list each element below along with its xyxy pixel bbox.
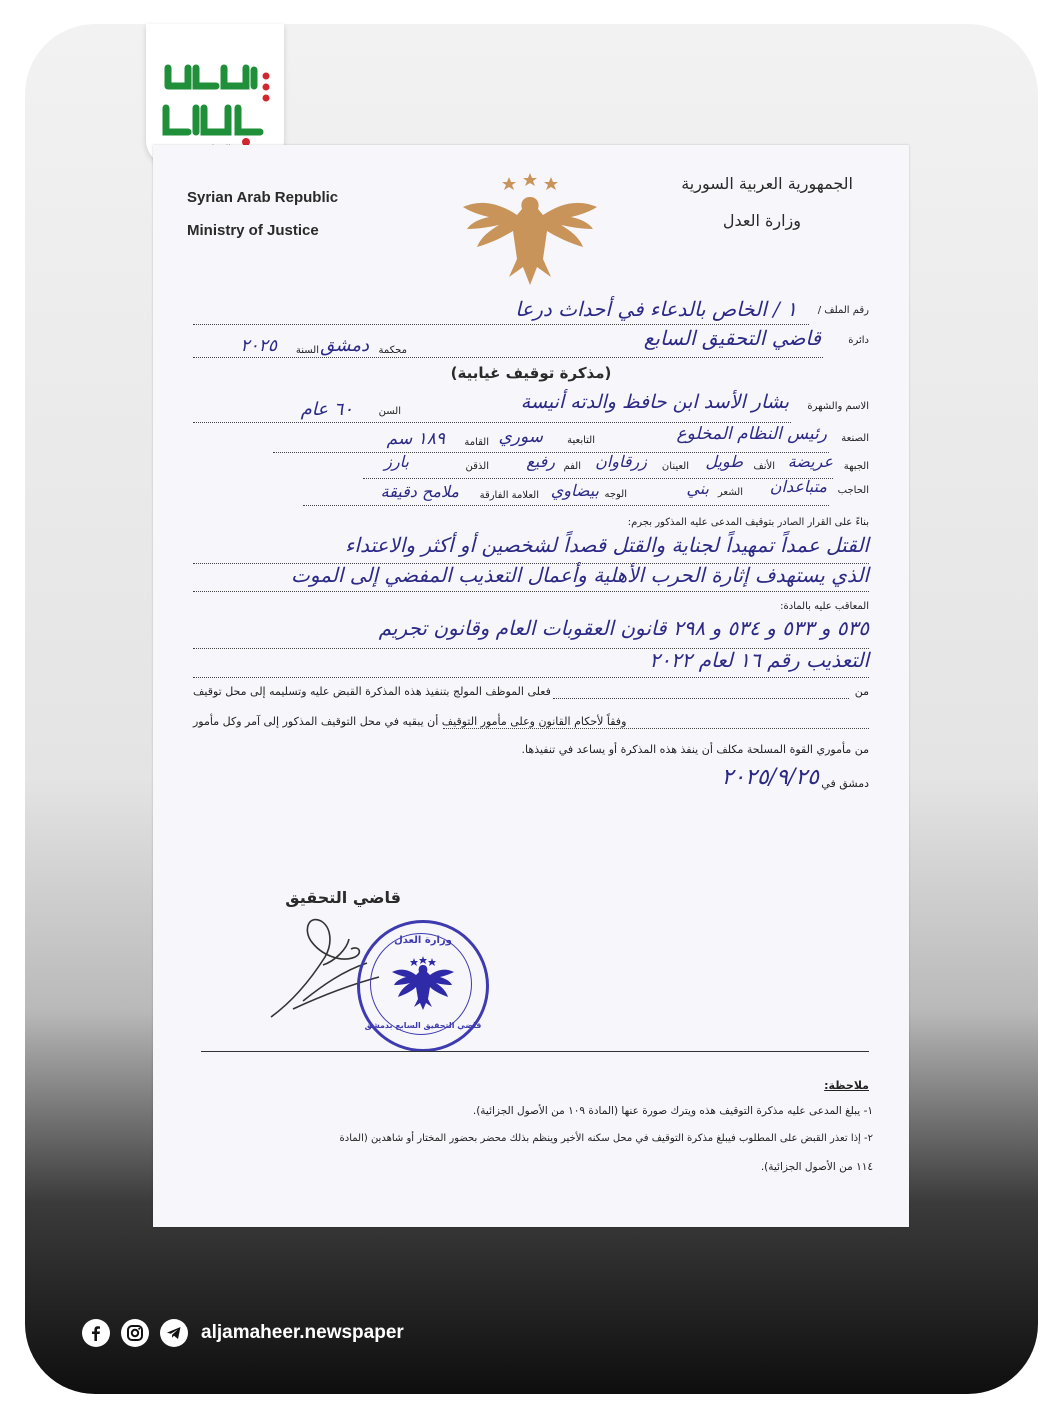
from-label: من (854, 685, 869, 698)
height-label: القامة (464, 437, 489, 448)
date-value: ٢٠٢٥/٩/٢٥ (721, 765, 819, 790)
telegram-icon[interactable] (160, 1319, 188, 1347)
year-label: السنة (295, 345, 319, 356)
job-label: الصنعة (841, 433, 869, 444)
seal-eagle-icon (390, 955, 456, 1011)
crime-line: القتل عمداً تمهيداً لجناية والقتل قصداً لشخصين أو أكثر والاعتداء (344, 533, 869, 557)
forehead-value: عريضة (787, 452, 833, 471)
dotted-line (363, 478, 833, 479)
date-label: دمشق في (821, 777, 869, 790)
dotted-line (193, 677, 869, 678)
nationality-value: سوري (498, 427, 543, 447)
arrest-warrant-document (153, 145, 909, 1227)
mouth-value: رفيع (526, 452, 555, 471)
face-value: بيضاوي (550, 481, 599, 500)
chin-value: بارز (384, 452, 409, 471)
facebook-icon[interactable] (82, 1319, 110, 1347)
name-value: بشار الأسد ابن حافظ والدته أنيسة (520, 391, 789, 413)
eyes-value: زرقاوان (595, 452, 647, 471)
article-label: المعاقب عليه بالمادة: (780, 601, 869, 612)
nationality-label: التابعية (567, 435, 595, 446)
note-line: ١- يبلغ المدعى عليه مذكرة التوقيف هذه ويترك صورة عنها (المادة ١٠٩ من الأصول الجزائية). (472, 1105, 873, 1117)
note-line: ٢- إذا تعذر القبض على المطلوب فيبلغ مذكرة التوقيف في محل سكنه الأخير وينظم بذلك محضر بحضور المختار أو شاهدين (المادة (339, 1133, 873, 1144)
dotted-line (303, 505, 829, 506)
department-label: دائرة (848, 335, 869, 346)
nose-value: طويل (705, 452, 743, 471)
article-line: التعذيب رقم ١٦ لعام ٢٠٢٢ (649, 648, 869, 672)
file-number-value: ١ / الخاص بالدعاء في أحداث درعا (515, 297, 797, 321)
article-line: ٥٣٥ و ٥٣٣ و ٥٣٤ و ٢٩٨ قانون العقوبات العام وقانون تجريم (378, 616, 869, 640)
instruction-line-3: من مأموري القوة المسلحة مكلف أن ينفذ هذه المذكرة أو يساعد في تنفيذها. (521, 743, 869, 756)
dotted-line (193, 324, 809, 325)
seal-top-text: وزارة العدل (394, 935, 452, 946)
decision-label: بناءً على القرار الصادر بتوقيف المدعى عليه المذكور بجرم: (627, 517, 869, 528)
mouth-label: الفم (563, 461, 581, 472)
eagle-emblem-icon (459, 167, 601, 289)
chin-label: الذقن (465, 461, 489, 472)
face-label: الوجه (604, 489, 627, 500)
hair-label: الشعر (717, 487, 743, 498)
forehead-label: الجبهة (843, 461, 869, 472)
department-value: قاضي التحقيق السابع (643, 326, 821, 350)
seal-bottom-text: قاضي التحقيق السابع بدمشق (364, 1021, 482, 1030)
court-value: دمشق (320, 335, 369, 356)
year-value: ٢٠٢٥ (240, 336, 277, 356)
header-ar-country: الجمهورية العربية السورية (681, 174, 853, 193)
eyebrows-label: الحاجب (837, 485, 869, 496)
crime-line: الذي يستهدف إثارة الحرب الأهلية وأعمال التعذيب المفضي إلى الموت (291, 563, 869, 587)
header-ar-ministry: وزارة العدل (722, 211, 801, 230)
social-footer (82, 1318, 404, 1348)
file-number-label: رقم الملف / (817, 305, 869, 316)
judge-label: قاضي التحقيق (285, 888, 401, 907)
dotted-line (443, 728, 869, 729)
court-seal (357, 920, 489, 1052)
note-line: ١١٤ من الأصول الجزائية). (760, 1161, 873, 1173)
social-handle[interactable]: aljamaheer.newspaper (201, 1322, 404, 1343)
notes-label: ملاحظة: (824, 1079, 869, 1092)
dotted-line (193, 422, 791, 423)
job-value: رئيس النظام المخلوع (676, 424, 827, 444)
header-en-country: Syrian Arab Republic (187, 189, 339, 206)
name-label: الاسم والشهرة (807, 401, 869, 412)
eyes-label: العينان (661, 461, 689, 472)
marks-label: العلامة الفارقة (479, 490, 539, 501)
dotted-line (193, 357, 823, 358)
divider-line (201, 1051, 869, 1052)
age-label: السن (378, 406, 401, 417)
eyebrows-value: متباعدان (769, 477, 827, 496)
marks-value: ملامح دقيقة (380, 482, 459, 501)
instruction-line-2: وفقاً لأحكام القانون وعلى مأمور التوقيف أن يبقيه في محل التوقيف المذكور إلى آمر وكل مأمور (193, 715, 627, 728)
instagram-icon[interactable] (121, 1319, 149, 1347)
hair-value: بني (686, 479, 709, 498)
nose-label: الأنف (753, 461, 775, 472)
dotted-line (193, 591, 869, 592)
height-value: ١٨٩ سم (386, 429, 445, 449)
age-value: ٦٠ عام (300, 399, 353, 420)
header-en-ministry: Ministry of Justice (187, 222, 319, 239)
dotted-line (553, 698, 849, 699)
instruction-line-1: فعلى الموظف المولج بتنفيذ هذه المذكرة القبض عليه وتسليمه إلى محل توقيف (193, 685, 551, 698)
warrant-title: (مذكرة توقيف غيابية) (450, 364, 612, 382)
court-label: محكمة (378, 345, 407, 356)
